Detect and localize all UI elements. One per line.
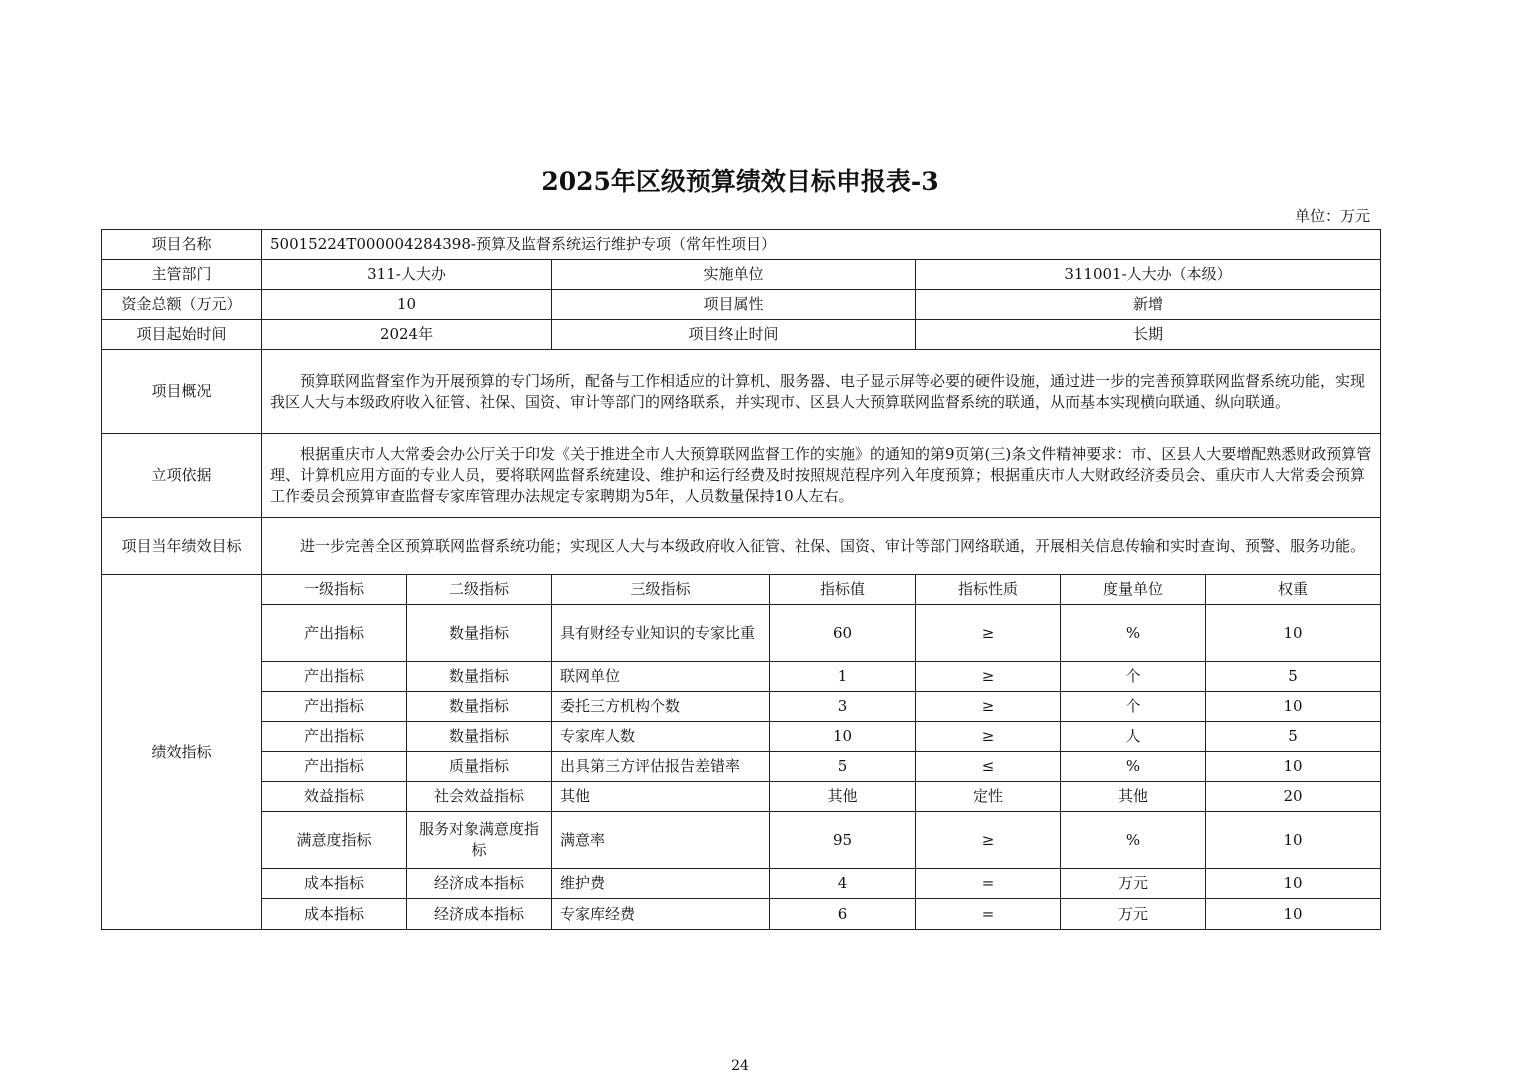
end-label: 项目终止时间 — [552, 320, 916, 350]
level1-cell: 产出指标 — [262, 752, 407, 782]
nature-cell: 定性 — [916, 782, 1061, 812]
level2-cell: 数量指标 — [407, 605, 552, 662]
unit-cell: % — [1061, 752, 1206, 782]
level3-cell: 其他 — [552, 782, 770, 812]
level2-cell: 数量指标 — [407, 662, 552, 692]
level2-cell: 经济成本指标 — [407, 899, 552, 930]
attr-value: 新增 — [916, 290, 1381, 320]
unit-cell: 个 — [1061, 662, 1206, 692]
level3-cell: 委托三方机构个数 — [552, 692, 770, 722]
level1-cell: 成本指标 — [262, 899, 407, 930]
info-section — [102, 230, 1381, 575]
attr-label: 项目属性 — [552, 290, 916, 320]
overview-row — [102, 350, 1381, 434]
table-row — [102, 899, 1381, 930]
unit-cell: 个 — [1061, 692, 1206, 722]
weight-cell: 10 — [1206, 692, 1381, 722]
weight-cell: 20 — [1206, 782, 1381, 812]
weight-cell: 5 — [1206, 722, 1381, 752]
level1-cell: 产出指标 — [262, 662, 407, 692]
nature-cell: ≥ — [916, 605, 1061, 662]
dept-label: 主管部门 — [102, 260, 262, 290]
weight-cell: 10 — [1206, 869, 1381, 899]
table-row — [102, 722, 1381, 752]
unit-cell: % — [1061, 605, 1206, 662]
project-name-row — [102, 230, 1381, 260]
level2-cell: 社会效益指标 — [407, 782, 552, 812]
table-row — [102, 782, 1381, 812]
value-cell: 95 — [770, 812, 916, 869]
nature-cell: = — [916, 899, 1061, 930]
nature-cell: ≥ — [916, 662, 1061, 692]
page-title: 2025年区级预算绩效目标申报表-3 — [541, 167, 939, 196]
weight-cell: 10 — [1206, 812, 1381, 869]
header-value: 指标值 — [770, 575, 916, 605]
nature-cell: ≥ — [916, 722, 1061, 752]
unit-cell: 其他 — [1061, 782, 1206, 812]
table-row — [102, 605, 1381, 662]
perf-header-row — [102, 575, 1381, 605]
unit-cell: 人 — [1061, 722, 1206, 752]
value-cell: 60 — [770, 605, 916, 662]
value-cell: 10 — [770, 722, 916, 752]
basis-row — [102, 434, 1381, 518]
perf-section — [102, 575, 1381, 930]
fund-label: 资金总额（万元） — [102, 290, 262, 320]
header-weight: 权重 — [1206, 575, 1381, 605]
nature-cell: ≥ — [916, 812, 1061, 869]
nature-cell: = — [916, 869, 1061, 899]
perf-label: 绩效指标 — [102, 575, 262, 930]
level1-cell: 成本指标 — [262, 869, 407, 899]
level3-cell: 联网单位 — [552, 662, 770, 692]
level2-cell: 数量指标 — [407, 692, 552, 722]
dept-value: 311-人大办 — [262, 260, 552, 290]
weight-cell: 10 — [1206, 899, 1381, 930]
level2-cell: 经济成本指标 — [407, 869, 552, 899]
goal-label: 项目当年绩效目标 — [102, 518, 262, 575]
header-nature: 指标性质 — [916, 575, 1061, 605]
basis-text: 根据重庆市人大常委会办公厅关于印发《关于推进全市人大预算联网监督工作的实施》的通知的第9页第(三)条文件精神要求：市、区县人大要增配熟悉财政预算管理、计算机应用方面的专业人员，要将联网监督系统建设、维护和运行经费及时按照规范程序列入年度预算；根据重庆市人大财政经济委员会、重庆市人大常委会预算工作委员会预算审查监督专家库管理办法规定专家聘期为5年，人员数量保持10人左右。 — [262, 434, 1381, 518]
value-cell: 6 — [770, 899, 916, 930]
level3-cell: 满意率 — [552, 812, 770, 869]
level1-cell: 产出指标 — [262, 692, 407, 722]
impl-label: 实施单位 — [552, 260, 916, 290]
time-row — [102, 320, 1381, 350]
level1-cell: 满意度指标 — [262, 812, 407, 869]
header-unit: 度量单位 — [1061, 575, 1206, 605]
project-name-label: 项目名称 — [102, 230, 262, 260]
unit-label: 单位：万元 — [1294, 207, 1370, 225]
level2-cell: 质量指标 — [407, 752, 552, 782]
level3-cell: 维护费 — [552, 869, 770, 899]
unit-cell: % — [1061, 812, 1206, 869]
impl-value: 311001-人大办（本级） — [916, 260, 1381, 290]
weight-cell: 10 — [1206, 752, 1381, 782]
nature-cell: ≥ — [916, 692, 1061, 722]
value-cell: 其他 — [770, 782, 916, 812]
level1-cell: 效益指标 — [262, 782, 407, 812]
dept-row — [102, 260, 1381, 290]
table-row — [102, 752, 1381, 782]
nature-cell: ≤ — [916, 752, 1061, 782]
table-row — [102, 692, 1381, 722]
fund-value: 10 — [262, 290, 552, 320]
level2-cell: 数量指标 — [407, 722, 552, 752]
level1-cell: 产出指标 — [262, 605, 407, 662]
table-row — [102, 812, 1381, 869]
level3-cell: 专家库人数 — [552, 722, 770, 752]
unit-cell: 万元 — [1061, 869, 1206, 899]
goal-text: 进一步完善全区预算联网监督系统功能；实现区人大与本级政府收入征管、社保、国资、审计等部门网络联通，开展相关信息传输和实时查询、预警、服务功能。 — [262, 518, 1381, 575]
overview-text: 预算联网监督室作为开展预算的专门场所，配备与工作相适应的计算机、服务器、电子显示屏等必要的硬件设施，通过进一步的完善预算联网监督系统功能，实现我区人大与本级政府收入征管、社保、国资、审计等部门的网络联系，并实现市、区县人大预算联网监督系统的联通，从而基本实现横向联通、纵向联通。 — [262, 350, 1381, 434]
end-value: 长期 — [916, 320, 1381, 350]
level3-cell: 具有财经专业知识的专家比重 — [552, 605, 770, 662]
header-level3: 三级指标 — [552, 575, 770, 605]
performance-form-table — [101, 229, 1381, 930]
level3-cell: 专家库经费 — [552, 899, 770, 930]
level2-cell: 服务对象满意度指标 — [407, 812, 552, 869]
level3-cell: 出具第三方评估报告差错率 — [552, 752, 770, 782]
value-cell: 3 — [770, 692, 916, 722]
value-cell: 4 — [770, 869, 916, 899]
goal-row — [102, 518, 1381, 575]
table-row — [102, 869, 1381, 899]
start-value: 2024年 — [262, 320, 552, 350]
overview-label: 项目概况 — [102, 350, 262, 434]
weight-cell: 5 — [1206, 662, 1381, 692]
project-name-value: 50015224T000004284398-预算及监督系统运行维护专项（常年性项目） — [262, 230, 1381, 260]
table-row — [102, 662, 1381, 692]
header-level2: 二级指标 — [407, 575, 552, 605]
start-label: 项目起始时间 — [102, 320, 262, 350]
weight-cell: 10 — [1206, 605, 1381, 662]
header-level1: 一级指标 — [262, 575, 407, 605]
page-number: 24 — [731, 1058, 749, 1074]
basis-label: 立项依据 — [102, 434, 262, 518]
level1-cell: 产出指标 — [262, 722, 407, 752]
fund-row — [102, 290, 1381, 320]
value-cell: 1 — [770, 662, 916, 692]
value-cell: 5 — [770, 752, 916, 782]
unit-cell: 万元 — [1061, 899, 1206, 930]
